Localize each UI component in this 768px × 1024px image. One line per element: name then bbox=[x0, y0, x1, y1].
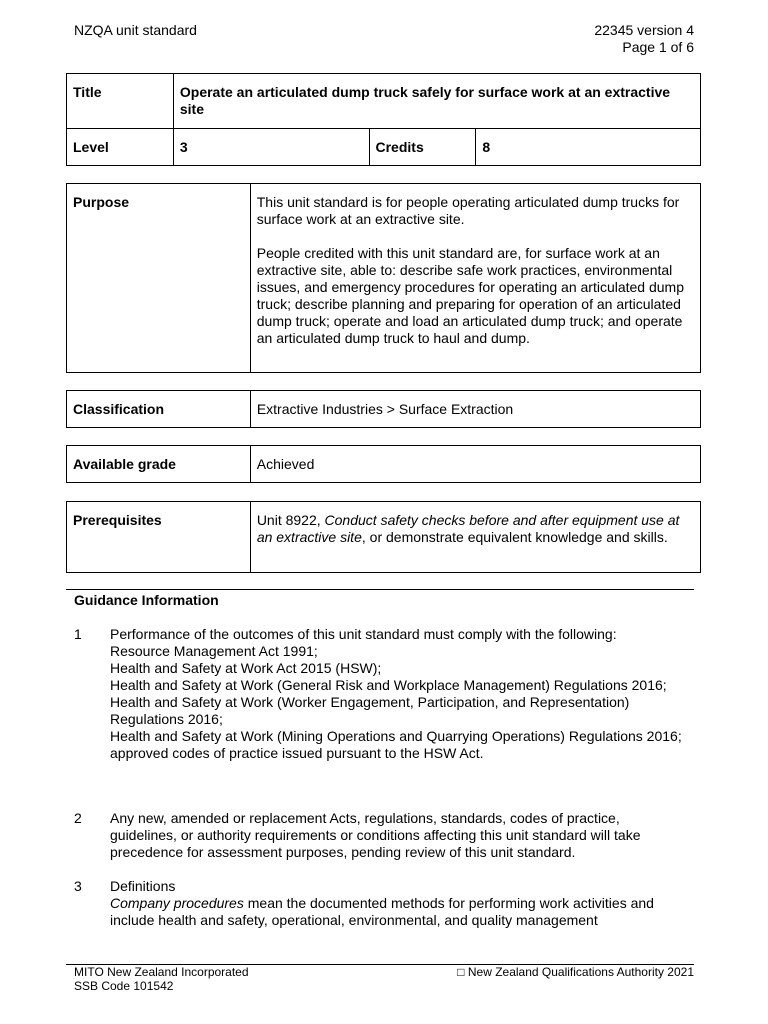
definition-text: mean the documented methods for performing work activities and include health and safety, operational, environmental, and quality management bbox=[110, 895, 654, 928]
footer-organisation: MITO New Zealand Incorporated bbox=[74, 965, 249, 979]
header-version-line: 22345 version 4 bbox=[594, 22, 694, 38]
prerequisites-table bbox=[66, 501, 701, 573]
definition-company-procedures bbox=[110, 895, 695, 929]
title-label: Title bbox=[67, 74, 174, 129]
definition-term: Company procedures bbox=[110, 895, 244, 911]
guidance-item-3 bbox=[110, 878, 695, 929]
purpose-label: Purpose bbox=[67, 184, 251, 373]
title-value: Operate an articulated dump truck safely for surface work at an extractive site bbox=[173, 74, 700, 129]
header-unit-standard: NZQA unit standard bbox=[74, 22, 197, 38]
guidance-item-1-intro: Performance of the outcomes of this unit standard must comply with the following: bbox=[110, 626, 617, 642]
legislation-line: Health and Safety at Work (Mining Operations and Quarrying Operations) Regulations 2016; bbox=[110, 728, 682, 744]
grade-value: Achieved bbox=[250, 446, 700, 483]
guidance-item-1 bbox=[110, 626, 700, 762]
prerequisites-text-start: Unit 8922, bbox=[256, 512, 325, 528]
legislation-line: approved codes of practice issued pursuant to the HSW Act. bbox=[110, 745, 484, 761]
prerequisites-label: Prerequisites bbox=[67, 502, 251, 573]
definitions-heading: Definitions bbox=[110, 878, 176, 894]
guidance-heading: Guidance Information bbox=[74, 592, 219, 608]
title-table bbox=[66, 73, 701, 166]
guidance-item-3-number: 3 bbox=[74, 878, 82, 894]
level-value: 3 bbox=[173, 129, 369, 166]
guidance-item-2: Any new, amended or replacement Acts, regulations, standards, codes of practice, guidelines, or authority requirements or conditions affecting this unit standard will take precedence for assessment purposes, pending review of this unit standard. bbox=[110, 810, 641, 860]
header-page-number: Page 1 of 6 bbox=[622, 39, 694, 55]
prerequisites-unit-title: Conduct safety checks before and after equipment use at an extractive site bbox=[256, 512, 680, 545]
grade-table bbox=[66, 445, 701, 483]
footer-ssb-code: SSB Code 101542 bbox=[74, 979, 174, 993]
prerequisites-text-end: , or demonstrate equivalent knowledge and skills. bbox=[361, 529, 668, 545]
credits-value: 8 bbox=[476, 129, 701, 166]
purpose-value bbox=[250, 184, 700, 373]
guidance-divider bbox=[66, 589, 694, 590]
footer-left bbox=[74, 965, 249, 993]
purpose-paragraph-2: People credited with this unit standard are, for surface work at an extractive site, able to: describe safe work practices, environmental issues, and emergency procedures for operating an articulated dump truck; describe planning and preparing for operation of an articulated dump truck; operate and load an articulated dump truck; and operate an articulated dump truck to haul and dump. bbox=[256, 245, 684, 346]
credits-label: Credits bbox=[369, 129, 476, 166]
purpose-paragraph-1: This unit standard is for people operating articulated dump trucks for surface work at an extractive site. bbox=[256, 194, 680, 227]
grade-label: Available grade bbox=[67, 446, 251, 483]
classification-table bbox=[66, 390, 701, 428]
legislation-line: Health and Safety at Work (General Risk and Workplace Management) Regulations 2016; bbox=[110, 677, 667, 693]
purpose-table bbox=[66, 183, 701, 373]
header-version bbox=[594, 22, 694, 56]
legislation-line: Health and Safety at Work (Worker Engagement, Participation, and Representation) Regulations 2016; bbox=[110, 694, 630, 727]
legislation-line: Resource Management Act 1991; bbox=[110, 643, 318, 659]
classification-value: Extractive Industries > Surface Extraction bbox=[250, 391, 700, 428]
prerequisites-value bbox=[250, 502, 700, 573]
guidance-item-2-number: 2 bbox=[74, 810, 82, 826]
footer-copyright: □ New Zealand Qualifications Authority 2021 bbox=[457, 965, 694, 979]
classification-label: Classification bbox=[67, 391, 251, 428]
legislation-line: Health and Safety at Work Act 2015 (HSW); bbox=[110, 660, 382, 676]
guidance-item-1-number: 1 bbox=[74, 626, 82, 642]
level-label: Level bbox=[67, 129, 174, 166]
